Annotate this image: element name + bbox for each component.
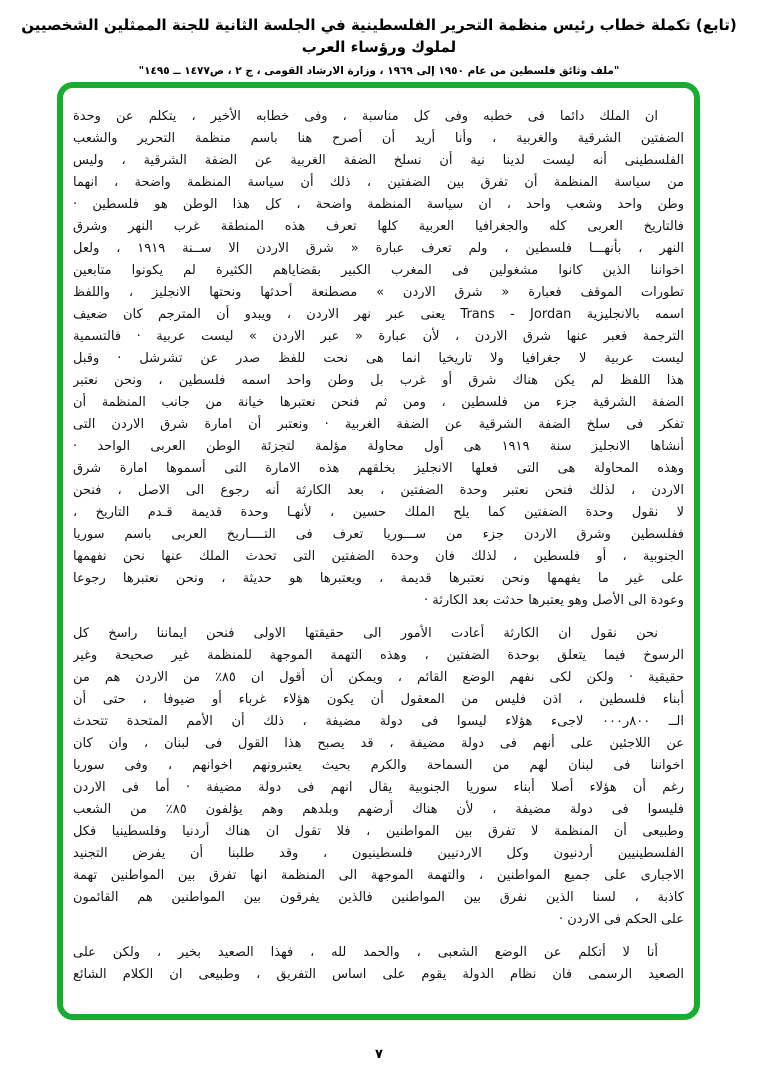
text-line: اخواننا فى لبنان لهم من السماحة والكرم بحيث يعتبرونهم اخوانهم ، وفى سوريا <box>73 758 684 773</box>
text-line: نحن نقول ان الكارثة أعادت الأمور الى حقيقتها الاولى فنحن ايماننا راسخ كل <box>73 626 658 641</box>
text-line: تفكر فى سلخ الضفة الشرقية عن الضفة الغربية · ونعتبر أن امارة شرق الاردن التى <box>73 417 684 432</box>
text-line: وهذه المحاولة هى التى فعلها الانجليز بخلقهم هذه الامارة التى أسموها امارة شرق <box>73 461 684 476</box>
text-line: النهر ، بأنهـــا فلسطين ، ولم تعرف عبارة « شرق الاردن الا ســنة ١٩١٩ ، ولعل <box>73 241 684 256</box>
text-line: الترجمة فعبر عنها شرق الاردن ، لأن عبارة « عبر الاردن » ليست عربية · فالتسمية <box>73 329 684 344</box>
text-line: اخواننا الذين كانوا مشغولين فى المغرب الكبير بقضاياهم الكثيرة لم يكونوا متابعين <box>73 263 684 278</box>
text-line: الــ ٨٠٠ر٠٠٠ لاجىء هؤلاء ليسوا فى دولة مضيفة ، ذلك أن الأمم المتحدة تتحدث <box>73 714 684 729</box>
text-line: الصعيد الرسمى فان نظام الدولة يقوم على اساس التفريق ، وطبيعى ان الكلام الشائع <box>73 967 684 982</box>
text-line: الضفتين الشرقية والغربية ، وأنا أريد أن أصرح هنا باسم منظمة التحرير والشعب <box>73 131 684 146</box>
text-line: فالتاريخ العربى كله والجغرافيا العربية كلها تعرف هذه المنطقة غرب النهر وشرق <box>73 219 684 234</box>
document-title: (تابع) تكملة خطاب رئيس منظمة التحرير الفلسطينية في الجلسة الثانية للجنة الممثلين الشخصيين لملوك ورؤساء العرب <box>21 16 737 56</box>
text-line: أنا لا أتكلم عن الوضع الشعبى ، والحمد لله ، فهذا الصعيد بخير ، ولكن على <box>73 945 658 960</box>
green-border-frame <box>57 82 700 1020</box>
text-line: الرسوخ فيما يتعلق بوحدة الضفتين ، وهذه التهمة الموجهة للمنظمة غير صحيحة وغير <box>73 648 684 663</box>
text-line: ففلسطين وشرق الاردن جزء من ســـوريا تعرف فى التــــاريخ العربى باسم سوريا <box>73 527 684 542</box>
text-line: وطبيعى أن المنظمة لا تفرق بين المواطنين ، فلا تقول ان هناك أردنيا وفلسطينيا فكل <box>73 824 684 839</box>
text-line: لا نقول وحدة الضفتين كما يلح الملك حسين ، لأنهـا وحدة قديمة قـدم التاريخ ، <box>73 505 684 520</box>
text-line: الفلسطينيين أردنيون وكل الاردنيين فلسطينيون ، وقد طلبنا أن يفرض التجنيد <box>73 846 684 861</box>
text-line: هذا اللفظ لم يكن هناك شرق أو غرب بل وطن واحد اسمه فلسطين ، ونحن نعتبر <box>73 373 684 388</box>
text-line: من سياسة المنظمة أن تفرق بين الضفتين ، ذلك أن سياسة المنظمة واضحة ، انهما <box>73 175 684 190</box>
text-line: حقيقية · ولكن لكى نفهم الوضع القائم ، ويمكن أن أقول ان ٨٥٪ من الاردن هم من <box>73 670 684 685</box>
text-line: على الحكم فى الاردن · <box>558 912 684 927</box>
paragraph <box>73 942 684 986</box>
text-line: على غير ما يفهمها ونحن نعتبرها قديمة ، ويعتبرها هو حديثة ، ونحن نعتبرها رجوعا <box>73 571 684 586</box>
text-line: الاجبارى على جميع المواطنين ، والتهمة الموجهة الى المنظمة انها تفرق بين المواطنين تهمة <box>73 868 684 883</box>
paragraph <box>73 106 684 612</box>
text-line: عن اللاجئين على أنهم فى دولة مضيفة ، قد يصبح هذا القول فى لبنان ، وان كان <box>73 736 684 751</box>
text-line: وطن واحد وشعب واحد ، ان سياسة المنظمة واضحة ، كل هذا الوطن هو فلسطين · <box>73 197 684 212</box>
page-header <box>0 14 758 77</box>
text-line: رغم أن هؤلاء أصلا أبناء سوريا الجنوبية يقال انهم فى دولة مضيفة · أما فى الاردن <box>73 780 684 795</box>
text-line: الجنوبية ، أو فلسطين ، لذلك فان وحدة الضفتين التى تحدث الملك عنها نحن نفهمها <box>73 549 684 564</box>
text-line: ان الملك دائما فى خطبه وفى كل مناسبة ، وفى خطابه الأخير ، يتكلم عن وحدة <box>73 109 658 124</box>
page-number: ٧ <box>375 1047 383 1062</box>
text-line: كاذبة ، لسنا الذين نفرق بين المواطنين فالذين يفرقون بين المواطنين هم القائمون <box>73 890 684 905</box>
text-line: الضفة الشرقية جزء من فلسطين ، ومن ثم فنحن نعتبرها خيانة من جانب المنظمة أن <box>73 395 684 410</box>
text-line: وعودة الى الأصل وهو يعتبرها حدثت بعد الكارثة · <box>424 593 684 608</box>
text-line: الاردن ، لذلك فنحن نعتبر وحدة الضفتين ، بعد الكارثة أنه رجوع الى الاصل ، فنحن <box>73 483 684 498</box>
text-line: أنشاها الانجليز سنة ١٩١٩ هى أول محاولة مؤلمة لتجزئة الوطن العربى الواحد · <box>73 439 684 454</box>
text-line: ليست عربية لا جغرافيا ولا تاريخيا انما هى نحت للفظ صدر عن تشرشل · وقبل <box>73 351 684 366</box>
text-line: فليسوا فى دولة مضيفة ، لأن هناك أرضهم وبلدهم وهم يؤلفون ٨٥٪ من الشعب <box>73 802 684 817</box>
text-line: تطورات الموقف فعبارة « شرق الاردن » مصطنعة أحدثها ونحتها الانجليز ، واللفظ <box>73 285 684 300</box>
paragraph <box>73 623 684 931</box>
text-line: أبناء فلسطين ، اذن فليس من المعقول أن يكون هؤلاء غرباء أو ضيوفا ، حتى أن <box>73 692 684 707</box>
text-line: اسمه بالانجليزية Trans - Jordan يعنى عبر نهر الاردن ، ويبدو أن المترجم كان ضعيف <box>73 307 684 322</box>
source-citation: "ملف وثائق فلسطين من عام ١٩٥٠ إلى ١٩٦٩ ، وزارة الارشاد القومى ، ج ٢ ، ص١٤٧٧ ــ ١٤٩٥" <box>138 65 620 77</box>
document-body <box>63 88 694 986</box>
text-line: الفلسطينى أنه ليست لدينا نية أن نسلخ الضفة الغربية عن الضفة الشرقية ، وليس <box>73 153 684 168</box>
